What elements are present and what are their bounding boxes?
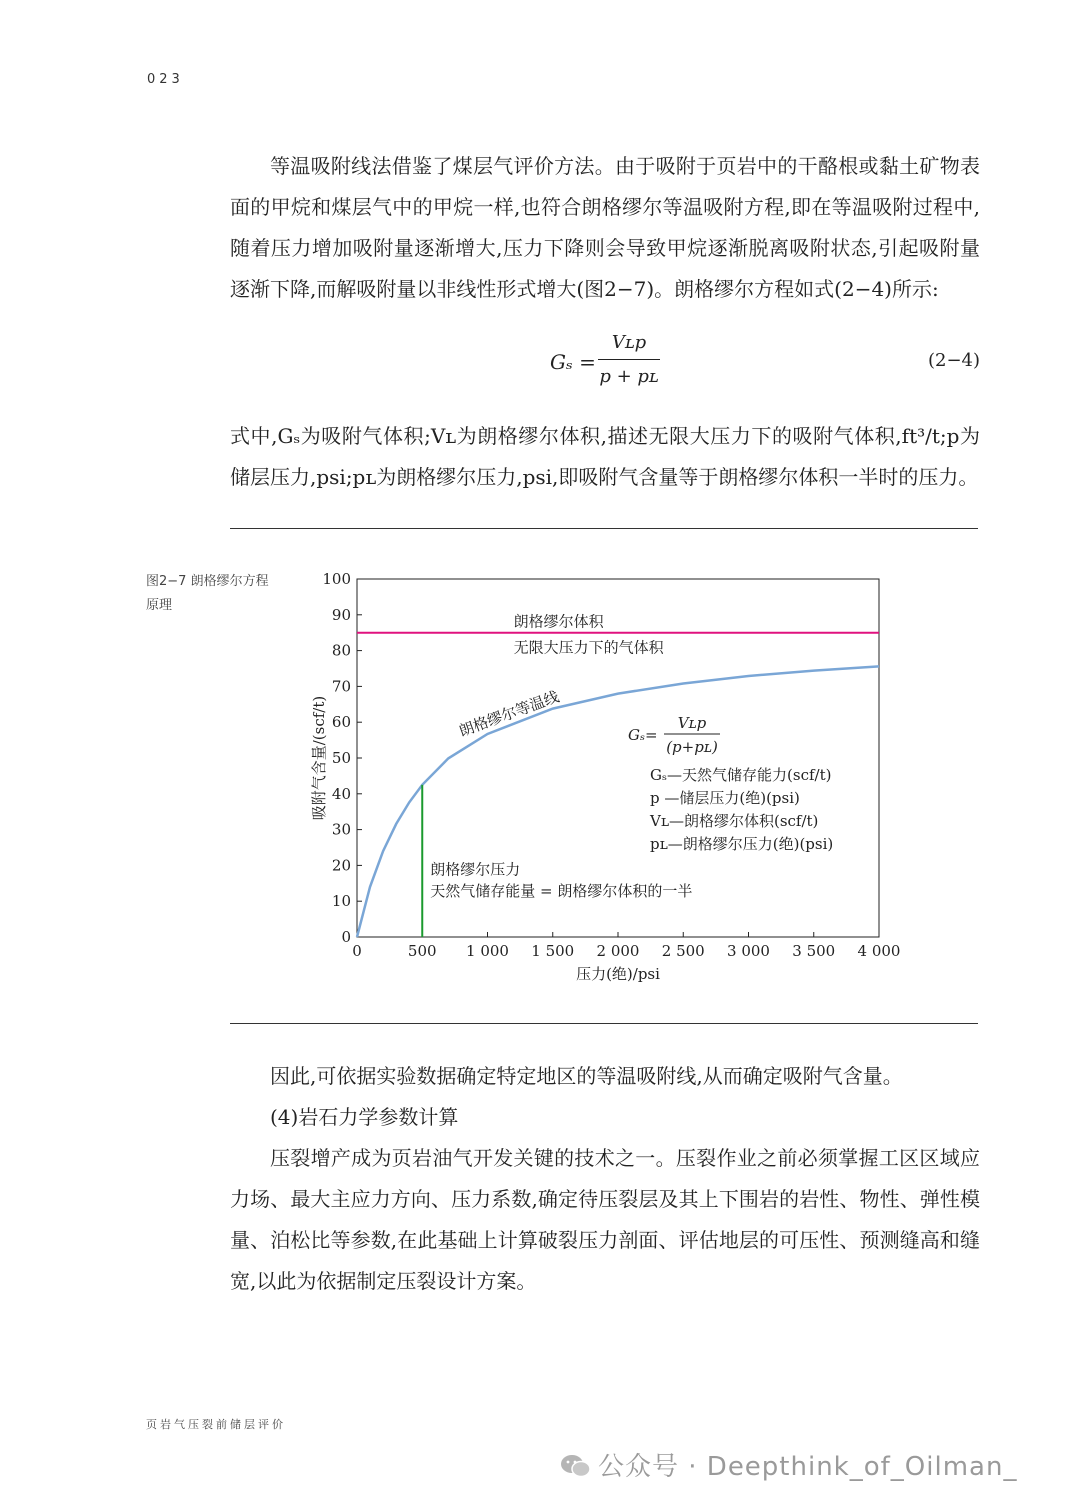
y-tick-label: 20 <box>331 856 351 875</box>
langmuir-isotherm-chart <box>300 562 920 992</box>
y-tick-label: 40 <box>331 784 351 803</box>
paragraph-symbol-definitions: 式中,Gₛ为吸附气体积;Vʟ为朗格缪尔体积,描述无限大压力下的吸附气体积,ft³/t;p为储层压力,psi;pʟ为朗格缪尔压力,psi,即吸附气含量等于朗格缪尔体积一半时的压力。 <box>230 424 980 489</box>
x-tick-label: 3 000 <box>727 942 770 960</box>
legend-line: Vʟ—朗格缪尔体积(scf/t) <box>650 812 819 830</box>
x-tick-label: 2 500 <box>661 942 705 960</box>
legend-line: p —储层压力(绝)(psi) <box>650 789 800 807</box>
paragraph-conclusion: 因此,可依据实验数据确定特定地区的等温吸附线,从而确定吸附气含量。 <box>270 1064 903 1088</box>
langmuir-pressure-desc: 天然气储存能量 = 朗格缪尔体积的一半 <box>430 881 693 900</box>
x-tick-label: 500 <box>407 942 437 960</box>
x-axis <box>352 932 900 960</box>
figure-caption: 图2−7 朗格缪尔方程原理 <box>146 574 269 613</box>
y-tick-label: 90 <box>331 605 351 624</box>
chart-formula <box>628 714 720 756</box>
y-tick-label: 70 <box>331 677 351 696</box>
paragraph-rock-mechanics: 压裂增产成为页岩油气开发关键的技术之一。压裂作业之前必须掌握工区区域应力场、最大主应力方向、压力系数,确定待压裂层及其上下围岩的岩性、物性、弹性模量、泊松比等参数,在此基础上计算破裂压力剖面、评估地层的可压性、预测缝高和缝宽,以此为依据制定压裂设计方案。 <box>230 1146 980 1293</box>
watermark-text: 公众号 · Deepthink_of_Oilman_ <box>598 1452 1018 1482</box>
wechat-icon <box>560 1453 592 1479</box>
x-tick-label: 1 500 <box>531 942 575 960</box>
chart-formula-numerator: Vʟp <box>677 714 707 732</box>
page-number: 023 <box>147 72 184 87</box>
chart-formula-denominator: (p+pʟ) <box>666 738 718 756</box>
y-tick-label: 50 <box>331 749 351 767</box>
chart-legend <box>649 766 833 853</box>
x-tick-label: 0 <box>352 942 362 960</box>
langmuir-volume-desc: 无限大压力下的气体积 <box>513 638 664 657</box>
legend-line: pʟ—朗格缪尔压力(绝)(psi) <box>650 835 834 853</box>
y-axis-label: 吸附气含量/(scf/t) <box>310 695 328 821</box>
y-tick-label: 60 <box>331 713 351 732</box>
y-tick-label: 80 <box>331 641 351 660</box>
y-tick-label: 0 <box>341 928 351 946</box>
fraction-bar <box>598 359 660 360</box>
equation-denominator: p + pʟ <box>599 366 659 387</box>
isotherm-curve-label: 朗格缪尔等温线 <box>456 687 562 741</box>
langmuir-pressure-label: 朗格缪尔压力 <box>430 860 521 879</box>
watermark <box>560 1446 1017 1483</box>
y-tick-label: 30 <box>331 820 351 839</box>
figure-top-rule <box>230 528 978 529</box>
langmuir-equation <box>540 332 980 396</box>
x-tick-label: 4 000 <box>857 942 901 960</box>
section-heading: (4)岩石力学参数计算 <box>270 1105 459 1129</box>
legend-line: Gₛ—天然气储存能力(scf/t) <box>650 766 832 784</box>
equation-fraction <box>598 332 660 387</box>
langmuir-volume-label: 朗格缪尔体积 <box>513 612 604 631</box>
chart-formula-lhs: Gₛ= <box>628 726 658 744</box>
x-tick-label: 2 000 <box>596 942 640 960</box>
y-tick-label: 100 <box>322 570 351 588</box>
x-tick-label: 1 000 <box>466 942 509 960</box>
y-axis <box>322 570 362 946</box>
paragraph-isotherm-method: 等温吸附线法借鉴了煤层气评价方法。由于吸附于页岩中的干酪根或黏土矿物表面的甲烷和煤层气中的甲烷一样,也符合朗格缪尔等温吸附方程,即在等温吸附过程中,随着压力增加吸附量逐渐增大,压力下降则会导致甲烷逐渐脱离吸附状态,引起吸附量逐渐下降,而解吸附量以非线性形式增大(图2−7)。朗格缪尔方程如式(2−4)所示: <box>230 154 980 301</box>
y-tick-label: 10 <box>331 892 351 911</box>
running-footer: 页岩气压裂前储层评价 <box>146 1418 286 1431</box>
x-tick-label: 3 500 <box>792 942 836 960</box>
equation-lhs: Gₛ = <box>550 350 596 374</box>
x-axis-label: 压力(绝)/psi <box>576 965 660 983</box>
equation-numerator: Vʟp <box>611 332 647 353</box>
equation-number: (2−4) <box>927 350 980 371</box>
figure-bottom-rule <box>230 1023 978 1024</box>
